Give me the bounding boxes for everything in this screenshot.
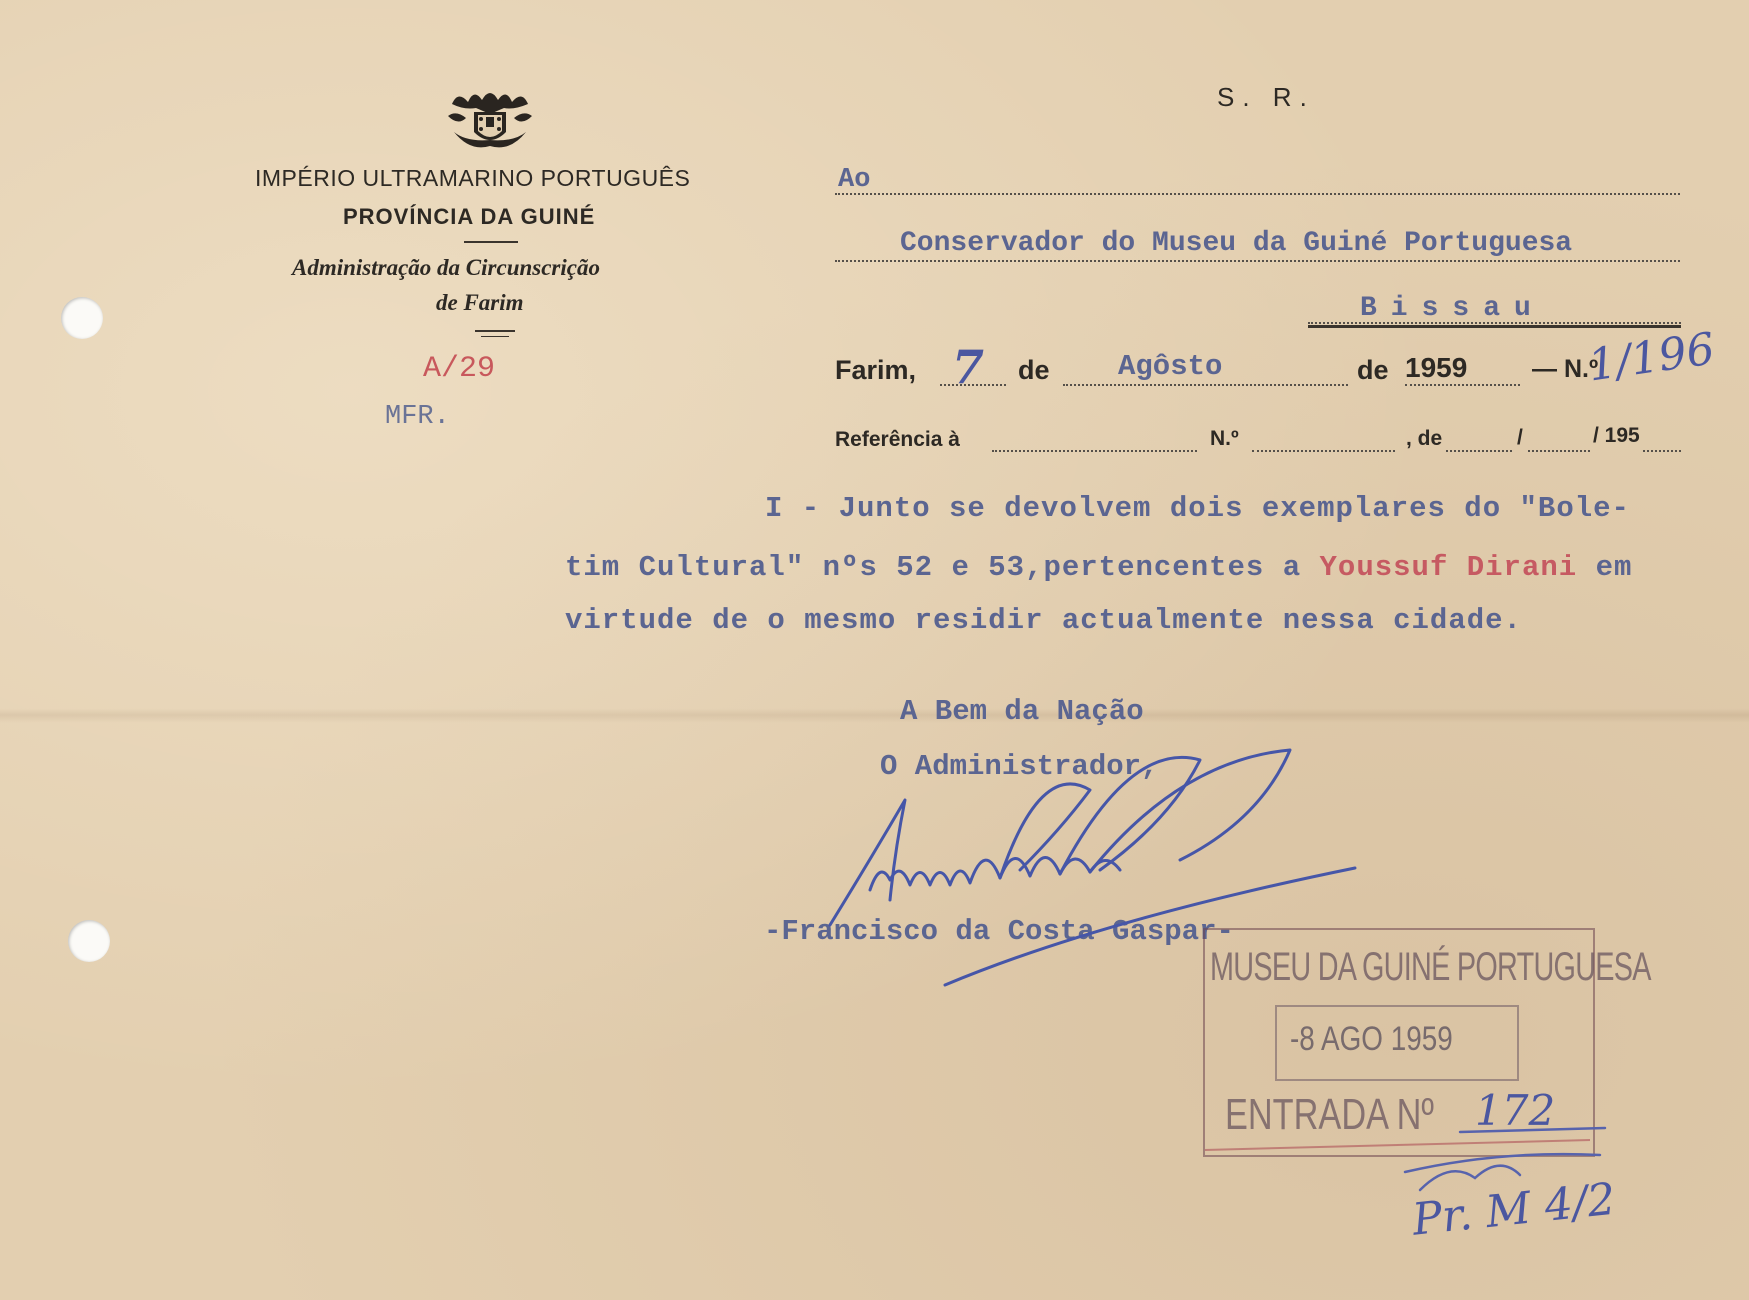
recipient-prefix: Ao [838, 165, 871, 195]
stamp-date: -8 AGO 1959 [1290, 1020, 1453, 1058]
date-place: Farim, [835, 355, 917, 385]
date-de-2: de [1357, 355, 1389, 385]
reference-number-label: N.º [1210, 427, 1239, 450]
number-label: — N.º [1532, 355, 1599, 383]
typist-initials: MFR. [385, 402, 450, 432]
stamp-title: MUSEU DA GUINÉ PORTUGUESA [1210, 945, 1651, 989]
reference-de-label: , de [1406, 427, 1443, 450]
body-line-1: I - Junto se devolvem dois exemplares do "Bole- [765, 492, 1630, 525]
letterhead-empire: IMPÉRIO ULTRAMARINO PORTUGUÊS [255, 165, 691, 191]
closing-title: O Administrador, [880, 750, 1159, 783]
letter-number: 1/196 [1585, 323, 1718, 392]
body-line-2-start: tim Cultural" nºs 52 e 53,pertencentes a [565, 551, 1320, 584]
date-year: 1959 [1405, 352, 1468, 383]
date-de-1: de [1018, 355, 1050, 385]
body-line-2-end: em [1577, 551, 1633, 584]
owner-name: Youssuf Dirani [1319, 551, 1578, 584]
stamp-entrada-label: ENTRADA Nº [1225, 1090, 1434, 1139]
stamp-entrada-number: 172 [1475, 1086, 1556, 1135]
signatory-name: -Francisco da Costa Gaspar- [764, 915, 1234, 948]
reference-label: Referência à [835, 428, 960, 451]
recipient-city: Bissau [1360, 293, 1545, 324]
sr-mark: S. R. [1217, 82, 1315, 112]
date-month: Agôsto [1118, 350, 1223, 383]
letterhead-farim: de Farim [436, 290, 524, 315]
reference-year-prefix: / 195 [1593, 424, 1640, 447]
date-day: 7 [952, 340, 985, 394]
reference-slash: / [1517, 426, 1523, 449]
letterhead-province: PROVÍNCIA DA GUINÉ [343, 204, 596, 229]
recipient-name: Conservador do Museu da Guiné Portuguesa [900, 228, 1573, 259]
letterhead-administration: Administração da Circunscrição [292, 255, 600, 280]
reference-code: A/29 [423, 352, 496, 386]
margin-note: Pr. M 4/2 [1410, 1173, 1618, 1246]
body-line-3: virtude de o mesmo residir actualmente nessa cidade. [565, 604, 1522, 637]
closing-salutation: A Bem da Nação [900, 695, 1144, 728]
